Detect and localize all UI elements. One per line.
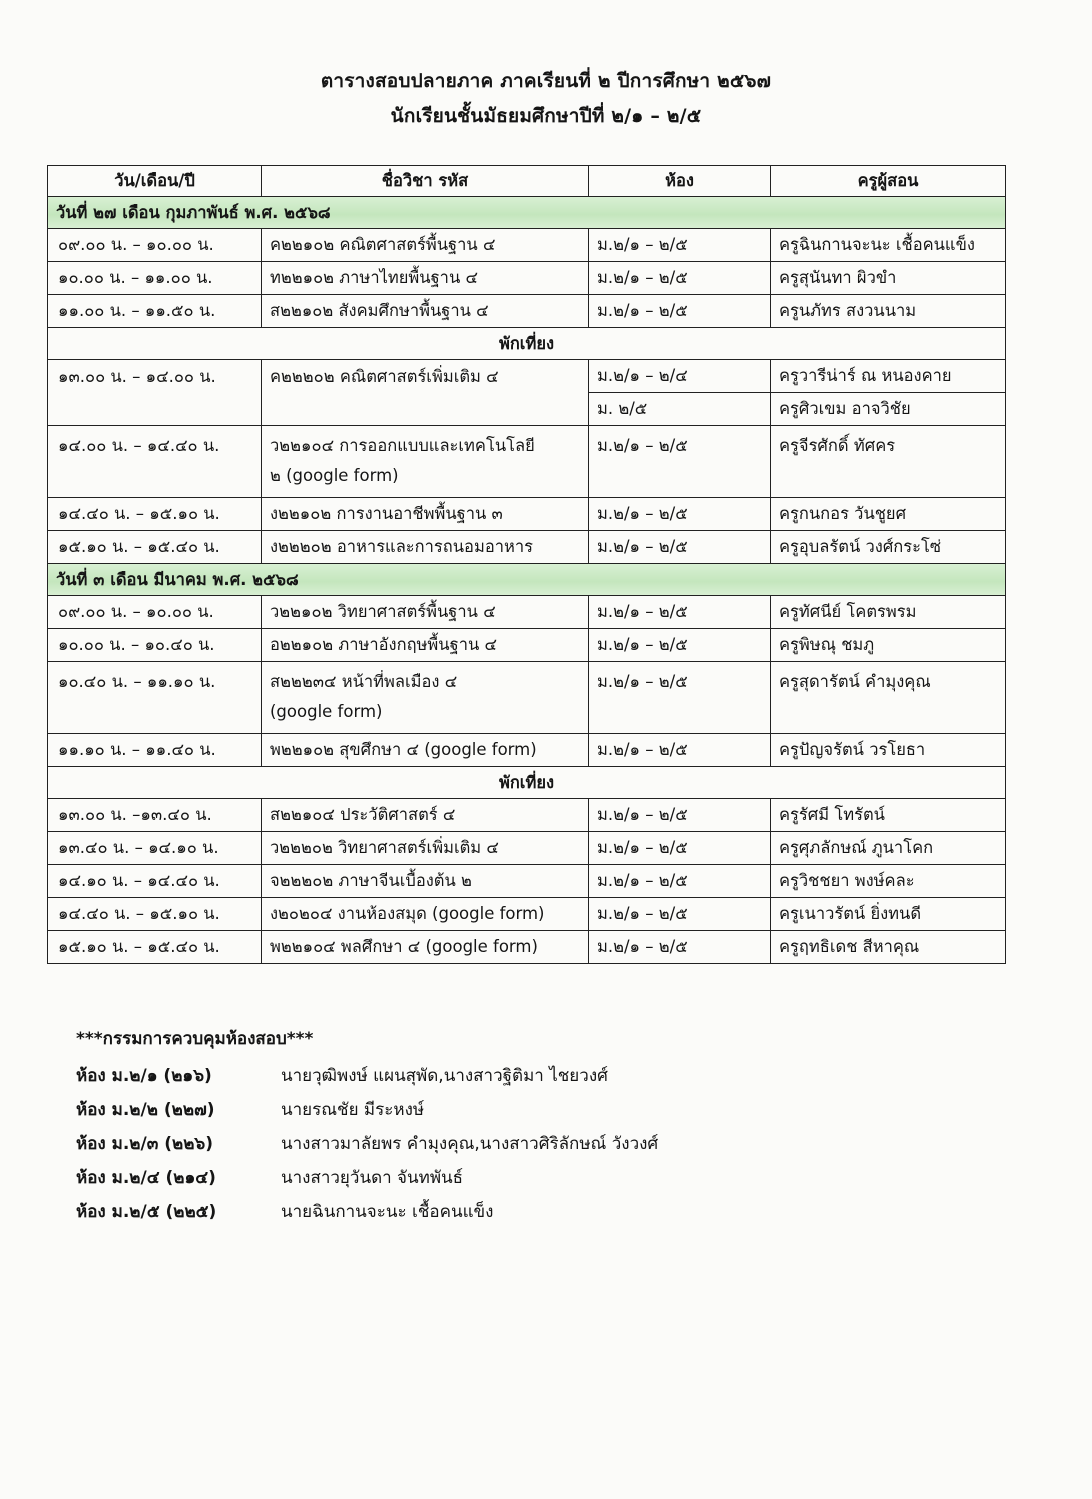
- room-cell: ม.๒/๑ – ๒/๕: [589, 596, 771, 629]
- table-row: [48, 426, 1006, 498]
- room-cell: ม.๒/๑ – ๒/๕: [589, 898, 771, 931]
- time-cell: ๑๐.๐๐ น. – ๑๐.๔๐ น.: [48, 629, 262, 662]
- table-row: [48, 662, 1006, 734]
- lunch-break-row: [48, 328, 1006, 360]
- room-cell: ม.๒/๑ – ๒/๕: [589, 295, 771, 328]
- day-label: วันที่ ๓ เดือน มีนาคม พ.ศ. ๒๕๖๘: [48, 564, 1006, 596]
- table-row: [48, 931, 1006, 964]
- teacher-cell: ครูศุภลักษณ์ ภูนาโคก: [771, 832, 1006, 865]
- lunch-break-label: พักเที่ยง: [48, 328, 1006, 360]
- teacher-cell: ครูพิษณุ ชมภู: [771, 629, 1006, 662]
- time-cell: ๑๓.๐๐ น. –๑๓.๔๐ น.: [48, 799, 262, 832]
- subject-cell: [262, 426, 589, 498]
- teacher-cell: ครูรัศมี โทรัตน์: [771, 799, 1006, 832]
- exam-committee-section: [76, 1025, 658, 1228]
- subject-line: ส๒๒๒๓๔ หน้าที่พลเมือง ๔: [270, 672, 458, 691]
- time-cell: ๑๐.๔๐ น. – ๑๑.๑๐ น.: [48, 662, 262, 734]
- subject-cell: จ๒๒๒๐๒ ภาษาจีนเบื้องต้น ๒: [262, 865, 589, 898]
- table-row: [48, 832, 1006, 865]
- room-cell: ม.๒/๑ – ๒/๕: [589, 262, 771, 295]
- teacher-cell: ครูฉินกานจะนะ เชื้อคนแข็ง: [771, 229, 1006, 262]
- committee-room: ห้อง ม.๒/๕ (๒๒๕): [76, 1201, 217, 1222]
- committee-names: นายรณชัย มีระหงษ์: [281, 1099, 425, 1120]
- teacher-cell: ครูสุดารัตน์ คำมุงคุณ: [771, 662, 1006, 734]
- time-cell: ๑๐.๐๐ น. – ๑๑.๐๐ น.: [48, 262, 262, 295]
- subject-cell: ง๒๐๒๐๔ งานห้องสมุด (google form): [262, 898, 589, 931]
- subject-cell: พ๒๒๑๐๒ สุขศึกษา ๔ (google form): [262, 734, 589, 767]
- teacher-cell: ครูกนกอร วันชูยศ: [771, 498, 1006, 531]
- page-title: ตารางสอบปลายภาค ภาคเรียนที่ ๒ ปีการศึกษา ๒๕๖๗: [320, 70, 772, 92]
- committee-room: ห้อง ม.๒/๒ (๒๒๗): [76, 1099, 215, 1120]
- lunch-break-label: พักเที่ยง: [48, 767, 1006, 799]
- table-row: [48, 629, 1006, 662]
- teacher-cell: ครูนภัทร สงวนนาม: [771, 295, 1006, 328]
- teacher-cell: ครูสุนันทา ผิวขำ: [771, 262, 1006, 295]
- exam-schedule-table: [47, 165, 1006, 964]
- teacher-cell: ครูเนาวรัตน์ ยิ่งทนดี: [771, 898, 1006, 931]
- teacher-cell: ครูศิวเขม อาจวิชัย: [771, 393, 1006, 426]
- column-header-subject: ชื่อวิชา รหัส: [262, 166, 589, 197]
- subject-cell: อ๒๒๑๐๒ ภาษาอังกฤษพื้นฐาน ๔: [262, 629, 589, 662]
- teacher-cell: ครูวิชชยา พงษ์คละ: [771, 865, 1006, 898]
- subject-cell: ส๒๒๑๐๔ ประวัติศาสตร์ ๔: [262, 799, 589, 832]
- subject-cell: พ๒๒๑๐๔ พลศึกษา ๔ (google form): [262, 931, 589, 964]
- subject-cell: ท๒๒๑๐๒ ภาษาไทยพื้นฐาน ๔: [262, 262, 589, 295]
- table-row: [48, 360, 1006, 393]
- table-row: [48, 498, 1006, 531]
- day-header-row: [48, 564, 1006, 596]
- time-cell: ๑๔.๑๐ น. – ๑๔.๔๐ น.: [48, 865, 262, 898]
- table-row: [48, 229, 1006, 262]
- committee-row: [76, 1194, 658, 1228]
- day-label: วันที่ ๒๗ เดือน กุมภาพันธ์ พ.ศ. ๒๕๖๘: [48, 197, 1006, 229]
- subject-cell: ค๒๒๒๐๒ คณิตศาสตร์เพิ่มเติม ๔: [262, 360, 589, 426]
- time-cell: ๑๔.๔๐ น. – ๑๕.๑๐ น.: [48, 898, 262, 931]
- column-header-teacher: ครูผู้สอน: [771, 166, 1006, 197]
- committee-room: ห้อง ม.๒/๓ (๒๒๖): [76, 1133, 213, 1154]
- time-cell: ๐๙.๐๐ น. – ๑๐.๐๐ น.: [48, 229, 262, 262]
- column-header-room: ห้อง: [589, 166, 771, 197]
- committee-names: นายฉินกานจะนะ เชื้อคนแข็ง: [281, 1201, 494, 1222]
- table-header-row: [48, 166, 1006, 197]
- time-cell: ๑๕.๑๐ น. – ๑๕.๔๐ น.: [48, 531, 262, 564]
- table-row: [48, 734, 1006, 767]
- subject-cell: [262, 662, 589, 734]
- committee-row: [76, 1092, 658, 1126]
- teacher-cell: ครูอุบลรัตน์ วงศ์กระโซ่: [771, 531, 1006, 564]
- subject-cell: ส๒๒๑๐๒ สังคมศึกษาพื้นฐาน ๔: [262, 295, 589, 328]
- subject-cell: ว๒๒๑๐๒ วิทยาศาสตร์พื้นฐาน ๔: [262, 596, 589, 629]
- subject-cell: ว๒๒๒๐๒ วิทยาศาสตร์เพิ่มเติม ๔: [262, 832, 589, 865]
- teacher-cell: ครูวารีน่าร์ ณ หนองคาย: [771, 360, 1006, 393]
- subject-line: ว๒๒๑๐๔ การออกแบบและเทคโนโลยี: [270, 436, 535, 455]
- committee-heading: ***กรรมการควบคุมห้องสอบ***: [76, 1029, 314, 1049]
- room-cell: ม.๒/๑ – ๒/๕: [589, 865, 771, 898]
- column-header-date: วัน/เดือน/ปี: [48, 166, 262, 197]
- subject-line: ๒ (google form): [270, 466, 399, 485]
- committee-row: [76, 1126, 658, 1160]
- room-cell: ม.๒/๑ – ๒/๕: [589, 662, 771, 734]
- table-row: [48, 898, 1006, 931]
- committee-row: [76, 1160, 658, 1194]
- room-cell: ม.๒/๑ – ๒/๕: [589, 531, 771, 564]
- room-cell: ม.๒/๑ – ๒/๕: [589, 734, 771, 767]
- committee-names: นายวุฒิพงษ์ แผนสุพัด,นางสาวฐิติมา ไชยวงศ์: [281, 1065, 608, 1086]
- page-subtitle: นักเรียนชั้นมัธยมศึกษาปีที่ ๒/๑ – ๒/๕: [390, 105, 702, 127]
- room-cell: ม.๒/๑ – ๒/๕: [589, 832, 771, 865]
- time-cell: ๑๓.๔๐ น. – ๑๔.๑๐ น.: [48, 832, 262, 865]
- room-cell: ม.๒/๑ – ๒/๕: [589, 931, 771, 964]
- room-cell: ม.๒/๑ – ๒/๔: [589, 360, 771, 393]
- day-header-row: [48, 197, 1006, 229]
- committee-row: [76, 1058, 658, 1092]
- subject-line: (google form): [270, 702, 383, 721]
- committee-room: ห้อง ม.๒/๔ (๒๑๔): [76, 1167, 216, 1188]
- table-row: [48, 596, 1006, 629]
- table-row: [48, 295, 1006, 328]
- committee-names: นางสาวยุวันดา จันทพันธ์: [281, 1167, 464, 1188]
- time-cell: ๑๔.๐๐ น. – ๑๔.๔๐ น.: [48, 426, 262, 498]
- committee-names: นางสาวมาลัยพร คำมุงคุณ,นางสาวศิริลักษณ์ วังวงศ์: [281, 1133, 659, 1154]
- table-row: [48, 865, 1006, 898]
- time-cell: ๑๔.๔๐ น. – ๑๕.๑๐ น.: [48, 498, 262, 531]
- room-cell: ม.๒/๑ – ๒/๕: [589, 799, 771, 832]
- subject-cell: ง๒๒๒๐๒ อาหารและการถนอมอาหาร: [262, 531, 589, 564]
- lunch-break-row: [48, 767, 1006, 799]
- room-cell: ม.๒/๑ – ๒/๕: [589, 229, 771, 262]
- teacher-cell: ครูจีรศักดิ์ ทัศคร: [771, 426, 1006, 498]
- time-cell: ๑๕.๑๐ น. – ๑๕.๔๐ น.: [48, 931, 262, 964]
- time-cell: ๑๓.๐๐ น. – ๑๔.๐๐ น.: [48, 360, 262, 426]
- room-cell: ม.๒/๑ – ๒/๕: [589, 426, 771, 498]
- committee-room: ห้อง ม.๒/๑ (๒๑๖): [76, 1065, 212, 1086]
- time-cell: ๑๑.๐๐ น. – ๑๑.๕๐ น.: [48, 295, 262, 328]
- table-row: [48, 799, 1006, 832]
- teacher-cell: ครูทัศนีย์ โคตรพรม: [771, 596, 1006, 629]
- table-row: [48, 262, 1006, 295]
- subject-cell: ง๒๒๑๐๒ การงานอาชีพพื้นฐาน ๓: [262, 498, 589, 531]
- teacher-cell: ครูฤทธิเดช สีหาคุณ: [771, 931, 1006, 964]
- room-cell: ม. ๒/๕: [589, 393, 771, 426]
- room-cell: ม.๒/๑ – ๒/๕: [589, 629, 771, 662]
- subject-cell: ค๒๒๑๐๒ คณิตศาสตร์พื้นฐาน ๔: [262, 229, 589, 262]
- teacher-cell: ครูปัญจรัตน์ วรโยธา: [771, 734, 1006, 767]
- room-cell: ม.๒/๑ – ๒/๕: [589, 498, 771, 531]
- table-row: [48, 531, 1006, 564]
- time-cell: ๐๙.๐๐ น. – ๑๐.๐๐ น.: [48, 596, 262, 629]
- time-cell: ๑๑.๑๐ น. – ๑๑.๔๐ น.: [48, 734, 262, 767]
